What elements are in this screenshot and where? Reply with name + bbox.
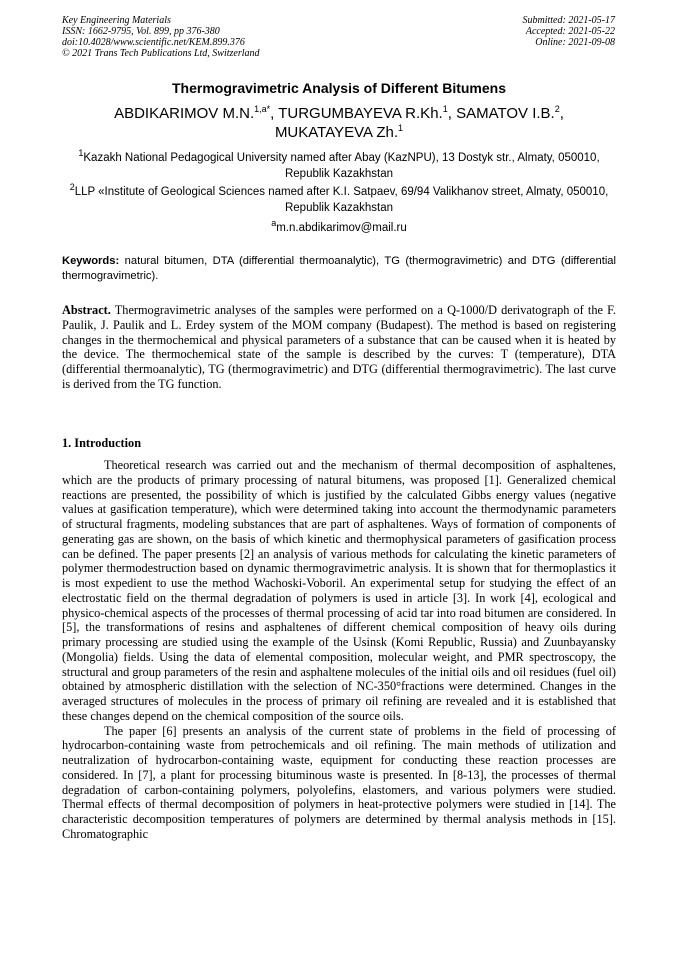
journal-header-right [523, 15, 616, 48]
journal-issn: ISSN: 1662-9795, Vol. 899, pp 376-380 [62, 26, 220, 37]
keywords-text: natural bitumen, DTA (differential thermoanalytic), TG (thermogravimetric) and DTG (differential thermogravimetric). [62, 255, 617, 282]
author-affiliation-mark: 2 [554, 104, 560, 114]
author-name: ABDIKARIMOV M.N. [114, 105, 255, 122]
journal-doi: doi:10.4028/www.scientific.net/KEM.899.376 [62, 37, 245, 48]
journal-copyright: © 2021 Trans Tech Publications Ltd, Switzerland [62, 48, 260, 59]
paper-title: Thermogravimetric Analysis of Different Bitumens [171, 80, 506, 96]
author-list: ABDIKARIMOV M.N.$^{1,a*}$, TURGUMBAYEVA R.Kh.$^1$, SAMATOV I.B.$^2$, MUKATAYEVA Zh.$^1$ [114, 104, 564, 141]
author-affiliation-mark: 1 [398, 123, 404, 133]
email-address: m.n.abdikarimov@mail.ru [276, 222, 407, 234]
affiliation-text: Kazakh National Pedagogical University named after Abay (KazNPU), 13 Dostyk str., Almaty, 050010, Republik Kazakhstan [83, 152, 600, 180]
author-email [0, 220, 678, 236]
submitted-date: Submitted: 2021-05-17 [522, 15, 615, 26]
author-affiliation-mark: 1,a* [254, 104, 271, 114]
email-mark: a [271, 218, 277, 229]
author-name: TURGUMBAYEVA R.Kh. [278, 105, 443, 122]
journal-name: Key Engineering Materials [62, 15, 171, 26]
keywords [62, 254, 616, 283]
abstract-label: Abstract. [62, 303, 111, 317]
author-affiliation-mark: 1 [442, 104, 448, 114]
abstract [62, 303, 616, 392]
section-body [62, 458, 616, 842]
online-date: Online: 2021-09-08 [535, 37, 615, 48]
section-heading: 1. Introduction [62, 436, 142, 450]
body-paragraph: The paper [6] presents an analysis of the current state of problems in the field of processing of hydrocarbon-containing waste from petrochemicals and oil refining. The main methods of utilization and neutralization of hydrocarbon-containing waste, equipment for conducting these reaction processes are considered. In [7], a plant for processing bituminous waste is presented. In [8-13], the processes of thermal degradation of carbon-containing polymers, polyolefins, elastomers, and various polymers were studied. Thermal effects of thermal decomposition of polymers in heat-protective polymers were studied in [14]. The characteristic decomposition temperatures of polymers are determined by thermal analysis methods in [15]. Chromatographic [62, 723, 616, 841]
affiliation-2 [62, 184, 616, 216]
author-name: MUKATAYEVA Zh. [274, 124, 399, 141]
keywords-label: Keywords: [62, 255, 120, 267]
author-name: SAMATOV I.B. [456, 105, 555, 122]
affiliation-1 [62, 150, 616, 182]
body-paragraph: Theoretical research was carried out and the mechanism of thermal decomposition of asphaltenes, which are the products of primary processing of natural bitumens, was proposed [1]. Generalized chemical reactions are presented, the possibility of which is justified by the calculated Gibbs energy values (negative values at gasification temperature), which were determined taking into account the thermodynamic parameters of structural fragments, modeling substances that are part of asphaltenes. Ways of formation of components of generating gas are shown, on the basis of which kinetic and thermophysical parameters of gasification process can be defined. The paper presents [2] an analysis of various methods for calculating the kinetic parameters of polymer thermodestruction based on dynamic thermogravimetric analysis. It is shown that for thermoplastics it is most expedient to use the method Wachoski-Voboril. An experimental setup for studying the effect of an electrostatic field on the thermal degradation of polymers is used in article [3]. In work [4], ecological and physico-chemical aspects of the processes of thermal processing of acid tar into road bitumen are considered. In [5], the transformations of resins and asphaltenes of different chemical composition of heavy oils during primary processing are studied using the example of the Usinsk (Komi Republic, Russia) and Zuunbayansky (Mongolia) fields. Using the data of elemental composition, molecular weight, and PMR spectroscopy, the structural and group parameters of the resin and asphaltene molecules of the initial oils and oil residues (fuel oil) obtained by atmospheric distillation with the selection of NC-350°fractions were determined. Changes in the averaged structures of molecules in the process of primary oil refining are revealed and it is established that these changes depend on the chemical composition of the source oils. [62, 458, 616, 723]
affiliation-text: LLP «Institute of Geological Sciences named after K.I. Satpaev, 69/94 Valikhanov street, Almaty, 050010, Republik Kazakhstan [74, 186, 609, 214]
journal-header-left [62, 15, 260, 59]
accepted-date: Accepted: 2021-05-22 [525, 26, 615, 37]
abstract-text: Thermogravimetric analyses of the samples were performed on a Q-1000/D derivatograph of the F. Paulik, J. Paulik and L. Erdey system of the MOM company (Budapest). The method is based on registering changes in the thermochemical and physical parameters of a substance that can be caused when it is heated by the device. The thermochemical state of the sample is described by the curves: T (temperature), DTA (differential thermoanalytic), TG (thermogravimetric) and DTG (differential thermogravimetric). The last curve is derived from the TG function. [62, 303, 617, 391]
affiliation-mark: 2 [69, 182, 75, 193]
affiliation-mark: 1 [78, 148, 84, 159]
